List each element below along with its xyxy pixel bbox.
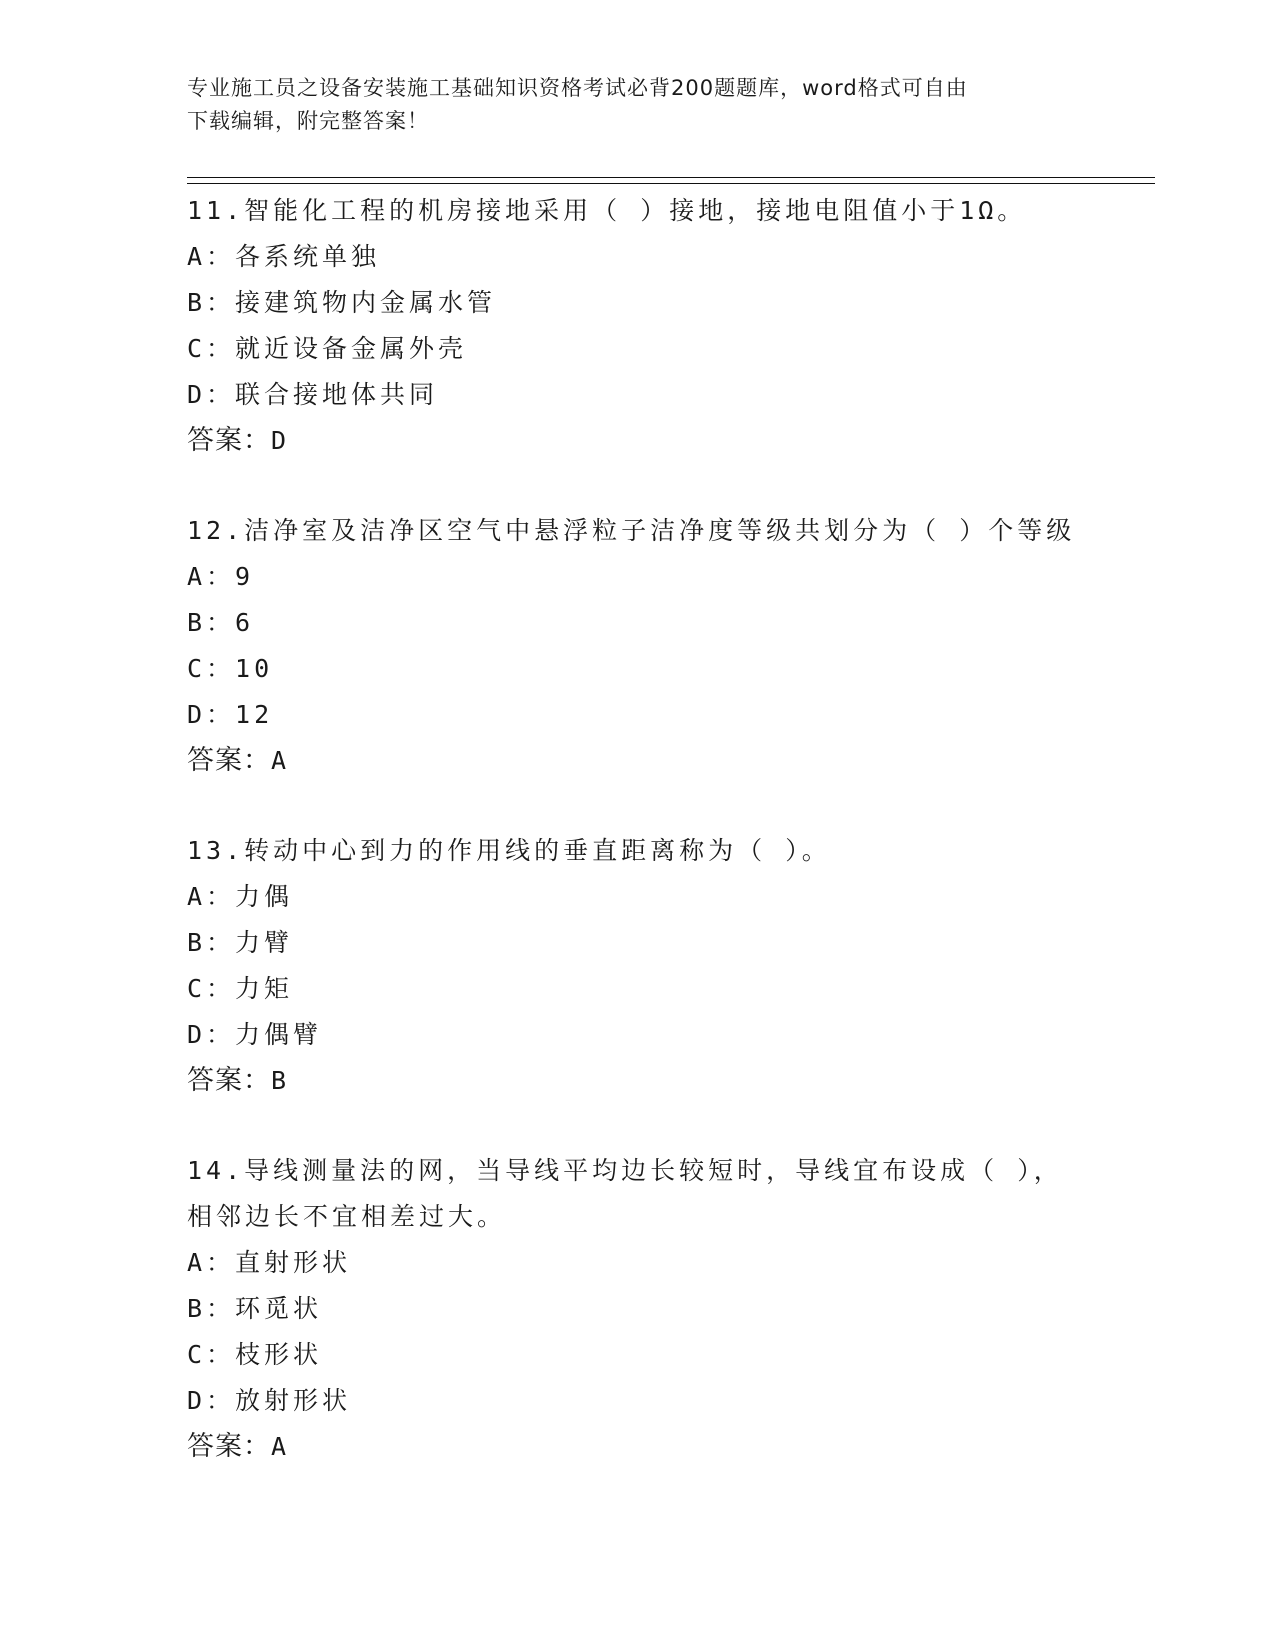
option-b: B：6 [187,608,255,637]
question-stem: 11.智能化工程的机房接地采用（ ）接地，接地电阻值小于1Ω。 [187,196,1027,225]
answer-value: A [271,1432,288,1461]
option-a: A：直射形状 [187,1248,352,1277]
question-12 [187,508,1087,784]
option-c: C：就近设备金属外壳 [187,334,468,363]
answer-value: D [271,426,288,455]
question-stem: 13.转动中心到力的作用线的垂直距离称为（ ）。 [187,836,831,865]
answer-line [187,418,1087,464]
question-13 [187,828,1087,1104]
option-d: D：力偶臂 [187,1020,323,1049]
question-11 [187,188,1087,464]
option-c: C：枝形状 [187,1340,323,1369]
option-b: B：环觅状 [187,1294,323,1323]
option-a: A：力偶 [187,882,294,911]
option-a: A：各系统单独 [187,242,381,271]
option-a: A：9 [187,562,255,591]
answer-line [187,738,1087,784]
question-14 [187,1148,1087,1470]
answer-value: B [271,1066,288,1095]
answer-line [187,1424,1087,1470]
option-d: D：12 [187,700,274,729]
header-divider-bottom [187,183,1155,184]
answer-label: 答案： [187,1065,271,1096]
option-b: B：接建筑物内金属水管 [187,288,497,317]
header-line-2: 下载编辑，附完整答案！ [187,109,429,133]
header-line-1: 专业施工员之设备安装施工基础知识资格考试必背200题题库，word格式可自由 [187,76,968,100]
option-c: C：10 [187,654,274,683]
answer-line [187,1058,1087,1104]
option-b: B：力臂 [187,928,294,957]
answer-label: 答案： [187,745,271,776]
answer-value: A [271,746,288,775]
question-stem-line-1: 14.导线测量法的网，当导线平均边长较短时，导线宜布设成（ ）， [187,1156,1063,1185]
question-stem-line-2: 相邻边长不宜相差过大。 [187,1202,507,1231]
header-divider-top [187,177,1155,178]
option-c: C：力矩 [187,974,294,1003]
option-d: D：联合接地体共同 [187,380,439,409]
question-stem: 12.洁净室及洁净区空气中悬浮粒子洁净度等级共划分为（ ）个等级 [187,516,1076,545]
option-d: D：放射形状 [187,1386,352,1415]
document-header [187,72,1087,138]
answer-label: 答案： [187,425,271,456]
answer-label: 答案： [187,1431,271,1462]
